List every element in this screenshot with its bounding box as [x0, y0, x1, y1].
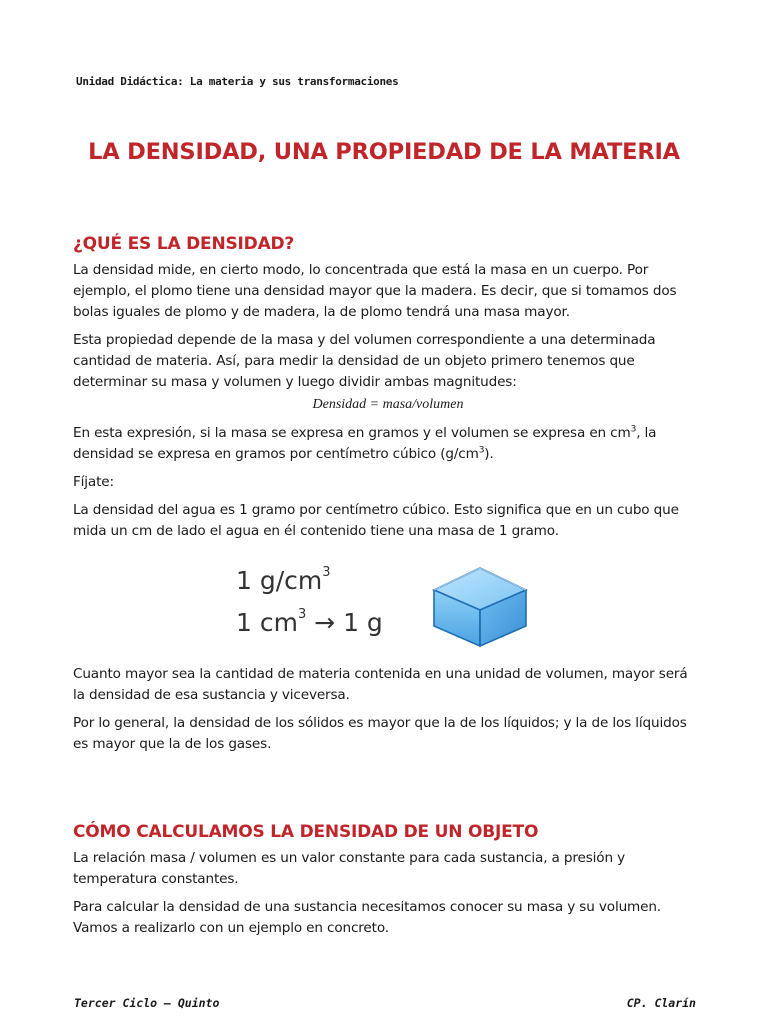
- unit-header: Unidad Didáctica: La materia y sus transformaciones: [76, 75, 399, 88]
- footer-course: Tercer Ciclo – Quinto: [74, 996, 220, 1010]
- cube-icon: [428, 562, 532, 650]
- density-formula: Densidad = masa/volumen: [312, 397, 464, 412]
- paragraph: Cuanto mayor sea la cantidad de materia contenida en una unidad de volumen, mayor será la densidad de esa sustancia y viceversa.: [73, 666, 688, 703]
- paragraph: Fíjate:: [73, 474, 114, 490]
- section-density-comparison: [73, 664, 703, 762]
- section-heading: ¿QUÉ ES LA DENSIDAD?: [73, 234, 295, 254]
- section-what-is-density: [73, 234, 703, 549]
- figure-volume-mass-label: 1 $cm^3 \to 1$ g: [236, 606, 383, 637]
- page-title: LA DENSIDAD, UNA PROPIEDAD DE LA MATERIA: [88, 139, 680, 165]
- paragraph: Para calcular la densidad de una sustancia necesitamos conocer su masa y su volumen. Vamos a realizarlo con un ejemplo en concreto.: [73, 899, 661, 936]
- paragraph: Por lo general, la densidad de los sólidos es mayor que la de los líquidos; y la de los líquidos es mayor que la de los gases.: [73, 715, 687, 752]
- paragraph: Esta propiedad depende de la masa y del volumen correspondiente a una determinada cantidad de materia. Así, para medir la densidad de un objeto primero tenemos que determinar su masa y volumen y luego dividir ambas magnitudes:: [73, 332, 656, 390]
- water-cube-figure: [228, 556, 548, 656]
- paragraph: La relación masa / volumen es un valor constante para cada sustancia, a presión y temperatura constantes.: [73, 850, 625, 887]
- paragraph: La densidad del agua es 1 gramo por centímetro cúbico. Esto significa que en un cubo que mida un cm de lado el agua en él contenido tiene una masa de 1 gramo.: [73, 502, 679, 539]
- paragraph: La densidad mide, en cierto modo, lo concentrada que está la masa en un cuerpo. Por ejemplo, el plomo tiene una densidad mayor que la madera. Es decir, que si tomamos dos bolas iguales de plomo y de madera, la de plomo tendrá una masa mayor.: [73, 262, 677, 320]
- section-heading: CÓMO CALCULAMOS LA DENSIDAD DE UN OBJETO: [73, 822, 539, 842]
- figure-density-label: 1 $g/cm^3$: [236, 564, 331, 595]
- paragraph-units: En esta expresión, si la masa se expresa en gramos y el volumen se expresa en $cm^3$, la densidad se expresa en gramos por centímetro cúbico $(g/cm^3)$.: [73, 424, 657, 462]
- footer-school: CP. Clarín: [626, 996, 696, 1010]
- section-how-to-calculate: [73, 822, 703, 946]
